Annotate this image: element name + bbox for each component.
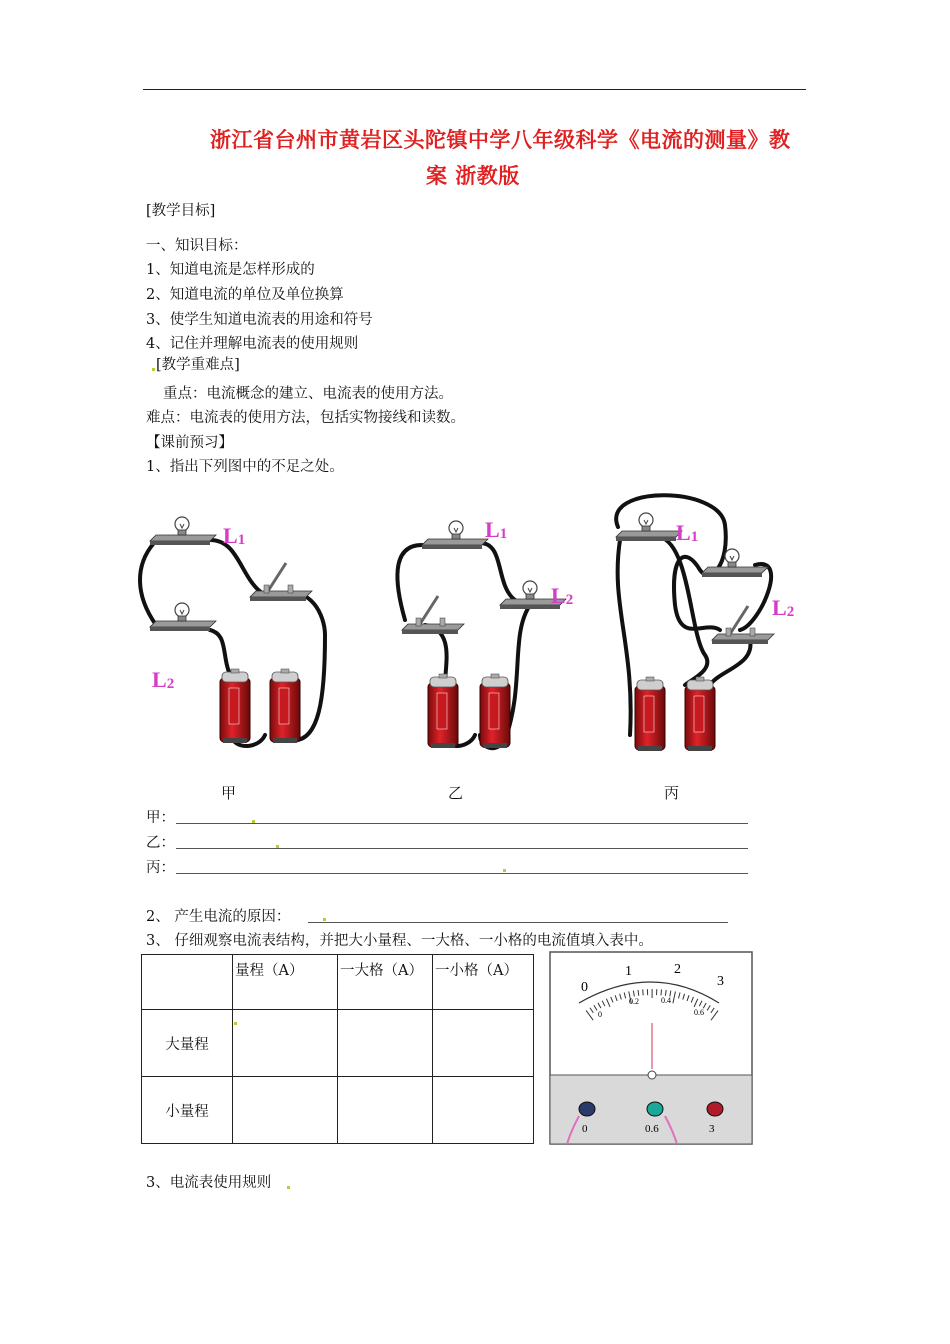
difficulty-header: [教学重难点] [156, 357, 240, 373]
top-scale-label: 2 [674, 962, 681, 977]
answer-line-yi[interactable] [176, 848, 748, 849]
question-3: 3、 仔细观察电流表结构，并把大小量程、一大格、一小格的电流值填入表中。 [146, 933, 653, 949]
terminal-label: 0.6 [645, 1123, 659, 1135]
label-bing-l1: $L_1$ [676, 520, 699, 545]
question-3-rules: 3、电流表使用规则 [146, 1175, 272, 1191]
key-point: 重点：电流概念的建立、电流表的使用方法。 [163, 386, 453, 402]
speck [234, 1022, 237, 1025]
objectives-header: [教学目标] [146, 203, 216, 219]
document-title-cont: 案 浙教版 [426, 164, 520, 188]
bottom-scale-label: 0.2 [629, 997, 639, 1006]
top-scale-label: 0 [581, 980, 588, 995]
table-header: 一大格（A） [338, 955, 433, 1010]
bottom-scale-label: 0.4 [661, 996, 671, 1005]
speck [323, 918, 326, 921]
knowledge-header: 一、知识目标： [146, 238, 248, 254]
table-corner [142, 955, 233, 1010]
table-header: 量程（A） [233, 955, 338, 1010]
label-jia-l2: $L_2$ [152, 667, 175, 692]
question-2-answer-line[interactable] [308, 922, 728, 923]
question-1: 1、指出下列图中的不足之处。 [146, 459, 344, 475]
answer-label-jia: 甲： [146, 810, 175, 826]
top-scale-label: 3 [717, 974, 724, 989]
ammeter [549, 951, 754, 1146]
header-rule [143, 89, 806, 90]
objective-item: 3、使学生知道电流表的用途和符号 [146, 312, 373, 328]
bottom-scale-label: 0.6 [694, 1008, 704, 1017]
answer-line-bing[interactable] [176, 873, 748, 874]
top-scale-label: 1 [625, 964, 632, 979]
difficult-point: 难点：电流表的使用方法，包括实物接线和读数。 [146, 410, 465, 426]
speck [152, 368, 155, 371]
range-table [141, 954, 534, 1144]
table-cell[interactable] [233, 1077, 338, 1144]
table-cell[interactable] [433, 1077, 534, 1144]
figure-label-jia: 甲 [221, 784, 237, 802]
meter-tick [661, 989, 662, 995]
table-cell[interactable] [233, 1010, 338, 1077]
speck [503, 869, 506, 872]
table-row-header: 小量程 [142, 1077, 233, 1144]
terminal-label: 0 [582, 1123, 588, 1135]
speck [252, 820, 255, 823]
bottom-scale-label: 0 [598, 1010, 602, 1019]
question-2: 2、 产生电流的原因： [146, 909, 291, 925]
objective-item: 4、记住并理解电流表的使用规则 [146, 336, 359, 352]
table-row-header: 大量程 [142, 1010, 233, 1077]
label-bing-l2: $L_2$ [772, 595, 795, 620]
speck [276, 845, 279, 848]
table-header: 一小格（A） [433, 955, 534, 1010]
table-cell[interactable] [338, 1077, 433, 1144]
objective-item: 2、知道电流的单位及单位换算 [146, 287, 344, 303]
label-jia-l1: $L_1$ [223, 523, 246, 548]
preview-header: 【课前预习】 [146, 435, 233, 451]
terminal-label: 3 [709, 1123, 715, 1135]
answer-line-jia[interactable] [176, 823, 748, 824]
figure-label-yi: 乙 [448, 784, 464, 802]
label-yi-l1: $L_1$ [485, 517, 508, 542]
table-cell[interactable] [338, 1010, 433, 1077]
objective-item: 1、知道电流是怎样形成的 [146, 262, 315, 278]
figure-label-bing: 丙 [664, 784, 680, 802]
label-yi-l2: $L_2$ [551, 583, 574, 608]
answer-label-bing: 丙： [146, 860, 175, 876]
table-cell[interactable] [433, 1010, 534, 1077]
document-title: 浙江省台州市黄岩区头陀镇中学八年级科学《电流的测量》教 [210, 128, 791, 152]
speck [287, 1186, 290, 1189]
answer-label-yi: 乙： [146, 835, 175, 851]
